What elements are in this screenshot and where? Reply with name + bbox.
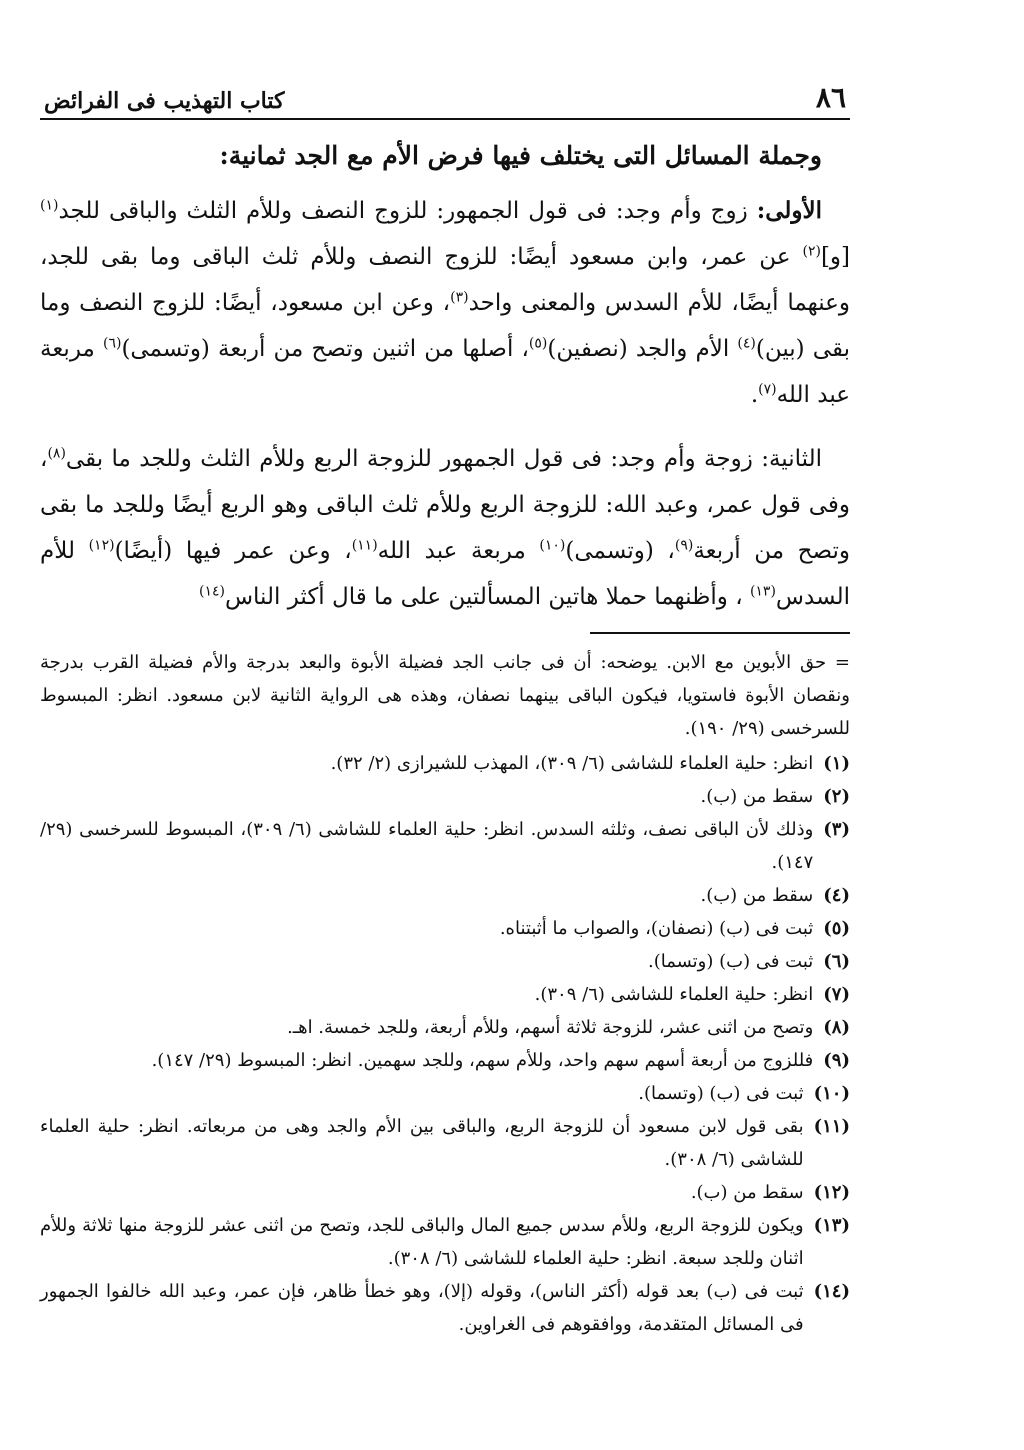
footnote-text: بقى قول لابن مسعود أن للزوجة الربع، والباقى بين الأم والجد وهى من مربعاته. انظر: حلية العلماء للشاشى (٦/ ٣٠٨). xyxy=(40,1116,804,1170)
book-page xyxy=(40,70,850,1341)
footnote-text: سقط من (ب). xyxy=(700,885,814,906)
paragraph-text: [و] xyxy=(820,244,850,270)
case-label: الأولى: xyxy=(756,197,822,224)
paragraph-text: زوج وأم وجد: فى قول الجمهور: للزوج النصف وللأم الثلث والباقى للجد xyxy=(58,198,757,224)
footnote-item xyxy=(40,1077,850,1110)
footnote-text: ثبت فى (ب) (نصفان)، والصواب ما أثبتناه. xyxy=(499,918,814,939)
footnotes xyxy=(40,646,850,1341)
footnote-number: (١) xyxy=(823,753,850,774)
footnote-ref: (١) xyxy=(40,197,59,214)
footnote-ref: (٥) xyxy=(528,335,548,352)
footnote-text: سقط من (ب). xyxy=(690,1182,804,1203)
footnote-ref: (٨) xyxy=(47,445,66,462)
paragraph-text: عن عمر، وابن مسعود أيضًا: للزوج النصف وللأم ثلث الباقى وما بقى للجد، وعنهما أيضًا، للأم السدس والمعنى واحد xyxy=(40,244,850,316)
footnote-item xyxy=(40,747,850,780)
paragraph-first-case xyxy=(40,188,850,418)
section-heading: وجملة المسائل التى يختلف فيها فرض الأم مع الجد ثمانية: xyxy=(219,141,822,170)
footnote-number: (٦) xyxy=(823,951,850,972)
footnote-number: (٩) xyxy=(823,1050,850,1071)
footnote-ref: (١١) xyxy=(351,537,378,554)
footnote-number: (٥) xyxy=(823,918,850,939)
footnote-text: ويكون للزوجة الربع، وللأم سدس جميع المال والباقى للجد، وتصح من اثنى عشر للزوجة منها ثلاثة وللأم اثنان وللجد سبعة. انظر: حلية العلماء للشاشى (٦/ ٣٠٨). xyxy=(40,1215,804,1269)
footnote-item xyxy=(40,1209,850,1275)
footnote-item xyxy=(40,978,850,1011)
paragraph-text: ، (وتسمى) xyxy=(565,538,675,564)
footnote-ref: (٩) xyxy=(674,537,694,554)
footnote-number: (١٣) xyxy=(813,1215,850,1236)
paragraph-text: مربعة عبد الله xyxy=(40,336,850,408)
paragraph-text: الثانية: زوجة وأم وجد: فى قول الجمهور للزوجة الربع وللأم الثلث وللجد ما بقى xyxy=(65,446,822,472)
footnote-number: (١٢) xyxy=(813,1182,850,1203)
footnote-number: (١٤) xyxy=(813,1281,850,1302)
footnote-number: (١١) xyxy=(813,1116,850,1137)
paragraph-text: ، وأظنهما حملا هاتين المسألتين على ما قال أكثر الناس xyxy=(224,584,750,610)
paragraph-text: ، وفى قول عمر، وعبد الله: للزوجة الربع وللأم ثلث الباقى وهو الربع أيضًا وللجد ما بقى وتصح من أربعة xyxy=(40,446,850,564)
footnote-number: (٢) xyxy=(823,786,850,807)
paragraph-text: ، وعن عمر فيها (أيضًا) xyxy=(114,538,352,564)
footnote-text: فللزوج من أربعة أسهم سهم واحد، وللأم سهم، وللجد سهمين. انظر: المبسوط (٢٩/ ١٤٧). xyxy=(151,1050,814,1071)
footnote-item xyxy=(40,945,850,978)
footnote-text: سقط من (ب). xyxy=(700,786,814,807)
footnote-text: وذلك لأن الباقى نصف، وثلثه السدس. انظر: حلية العلماء للشاشى (٦/ ٣٠٩)، المبسوط للسرخسى (٢٩/ ١٤٧). xyxy=(40,819,814,873)
footnote-number: (٨) xyxy=(823,1017,850,1038)
footnote-text: وتصح من اثنى عشر، للزوجة ثلاثة أسهم، وللأم أربعة، وللجد خمسة. اهـ. xyxy=(287,1017,814,1038)
footnote-item xyxy=(40,1044,850,1077)
footnote-item xyxy=(40,1110,850,1176)
footnote-number: (١٠) xyxy=(813,1083,850,1104)
paragraph-text: ، وعن ابن مسعود، أيضًا: للزوج النصف وما بقى (بين) xyxy=(40,290,850,362)
footnote-item xyxy=(40,879,850,912)
footnote-text: ثبت فى (ب) (وتسما). xyxy=(638,1083,804,1104)
paragraph-text: مربعة عبد الله xyxy=(377,538,540,564)
running-header xyxy=(40,70,850,120)
footnote-continuation: = حق الأبوين مع الابن. يوضحه: أن فى جانب الجد فضيلة الأبوة والبعد بدرجة والأم فضيلة القرب بدرجة ونقصان الأبوة فاستويا، فيكون الباقى بينهما نصفان، وهذه هى الرواية الثانية لابن مسعود. انظر: المبسوط للسرخسى (٢٩/ ١٩٠). xyxy=(40,652,850,739)
footnote-ref: (٦) xyxy=(102,335,122,352)
paragraph-text: الأم والجد (نصفين) xyxy=(547,336,738,362)
paragraph-second-case xyxy=(40,436,850,620)
footnote-item xyxy=(40,813,850,879)
footnote-ref: (٧) xyxy=(758,381,777,398)
footnote-text: انظر: حلية العلماء للشاشى (٦/ ٣٠٩)، المهذب للشيرازى (٢/ ٣٢). xyxy=(330,753,814,774)
paragraph-text: للأم السدس xyxy=(40,538,850,610)
paragraph-text: . xyxy=(750,382,759,408)
footnote-ref: (٣) xyxy=(450,289,469,306)
footnote-item xyxy=(40,912,850,945)
book-title: كتاب التهذيب فى الفرائض xyxy=(44,88,285,114)
footnote-item xyxy=(40,780,850,813)
footnote-ref: (١٢) xyxy=(88,537,115,554)
footnote-number: (٧) xyxy=(823,984,850,1005)
page-number: ٨٦ xyxy=(815,81,846,114)
footnote-ref: (١٣) xyxy=(749,583,776,600)
footnote-number: (٤) xyxy=(823,885,850,906)
footnote-ref: (١٠) xyxy=(539,537,566,554)
footnote-item xyxy=(40,1176,850,1209)
footnote-text: انظر: حلية العلماء للشاشى (٦/ ٣٠٩). xyxy=(534,984,814,1005)
paragraph-text: ، أصلها من اثنين وتصح من أربعة (وتسمى) xyxy=(121,336,529,362)
footnote-text: ثبت فى (ب) (وتسما). xyxy=(647,951,814,972)
footnote-item xyxy=(40,1275,850,1341)
footnote-ref: (٢) xyxy=(802,243,821,260)
footnote-text: ثبت فى (ب) بعد قوله (أكثر الناس)، وقوله (إلا)، وهو خطأ ظاهر، فإن عمر، وعبد الله خالفوا الجمهور فى المسائل المتقدمة، ووافقوهم فى الغراوين. xyxy=(40,1281,804,1335)
footnote-ref: (١٤) xyxy=(198,583,225,600)
footnote-separator xyxy=(590,632,850,634)
footnote-ref: (٤) xyxy=(737,335,756,352)
footnote-number: (٣) xyxy=(823,819,850,840)
footnote-item xyxy=(40,1011,850,1044)
